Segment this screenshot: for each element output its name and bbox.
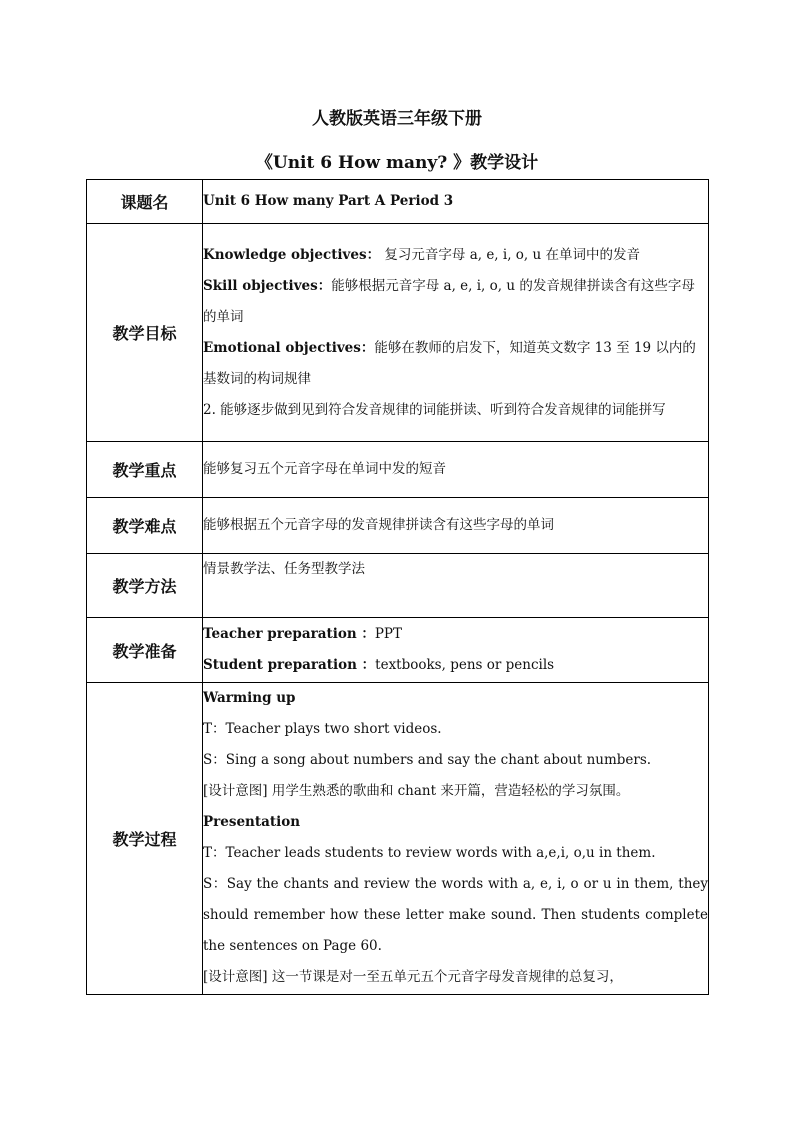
warmup-student: S：Sing a song about numbers and say the chant about numbers. bbox=[203, 752, 652, 768]
teacher-prep-text: PPT bbox=[374, 626, 403, 642]
lesson-plan-table bbox=[86, 179, 709, 995]
objective-item-2: 2. 能够逐步做到见到符合发音规律的词能拼读、听到符合发音规律的词能拼写 bbox=[203, 401, 666, 418]
table-row-subject bbox=[87, 180, 709, 224]
row-label-key-point: 教学重点 bbox=[87, 442, 203, 498]
warmup-intent: [设计意图] 用学生熟悉的歌曲和 chant 来开篇，营造轻松的学习氛围。 bbox=[203, 783, 630, 799]
skill-label: Skill objectives： bbox=[203, 277, 332, 294]
table-row-difficulty bbox=[87, 498, 709, 554]
row-label-process: 教学过程 bbox=[87, 683, 203, 995]
presentation-teacher: T：Teacher leads students to review words with a,e,i, o,u in them. bbox=[203, 845, 656, 861]
table-row-key-point bbox=[87, 442, 709, 498]
emotional-text: 能够在教师的启发下，知道英文数字 13 至 19 以内的基数词的构词规律 bbox=[203, 339, 696, 387]
presentation-student: S：Say the chants and review the words with a, e, i, o or u in them, they should remember how these letter make sound. Then students complete the sentences on Page 60. bbox=[203, 876, 708, 954]
presentation-intent: [设计意图] 这一节课是对一至五单元五个元音字母发音规律的总复习， bbox=[203, 969, 623, 985]
row-label-difficulty: 教学难点 bbox=[87, 498, 203, 554]
document-title: 人教版英语三年级下册 bbox=[312, 109, 482, 129]
emotional-label: Emotional objectives： bbox=[203, 339, 375, 356]
knowledge-objective bbox=[203, 240, 708, 271]
document-subtitle: 《Unit 6 How many? 》教学设计 bbox=[255, 153, 539, 173]
difficulty-value: 能够根据五个元音字母的发音规律拼读含有这些字母的单词 bbox=[203, 498, 709, 554]
knowledge-label: Knowledge objectives： bbox=[203, 246, 381, 263]
table-row-process bbox=[87, 683, 709, 995]
skill-objective bbox=[203, 271, 708, 333]
student-prep-label: Student preparation ： bbox=[203, 657, 376, 673]
student-preparation bbox=[203, 650, 708, 681]
skill-text: 能够根据元音字母 a, e, i, o, u 的发音规律拼读含有这些字母的单词 bbox=[203, 277, 695, 325]
warmup-teacher: T：Teacher plays two short videos. bbox=[203, 721, 442, 737]
row-label-objectives: 教学目标 bbox=[87, 224, 203, 442]
table-row-method bbox=[87, 554, 709, 618]
row-label-subject: 课题名 bbox=[87, 180, 203, 224]
table-row-objectives bbox=[87, 224, 709, 442]
process-content bbox=[203, 683, 709, 995]
subject-value: Unit 6 How many Part A Period 3 bbox=[203, 180, 709, 224]
objectives-content bbox=[203, 224, 709, 442]
row-label-preparation: 教学准备 bbox=[87, 618, 203, 683]
student-prep-text: textbooks, pens or pencils bbox=[375, 657, 555, 673]
row-label-method: 教学方法 bbox=[87, 554, 203, 618]
key-point-value: 能够复习五个元音字母在单词中发的短音 bbox=[203, 442, 709, 498]
teacher-prep-label: Teacher preparation ： bbox=[203, 626, 375, 642]
method-value: 情景教学法、任务型教学法 bbox=[203, 554, 709, 618]
warmup-heading: Warming up bbox=[203, 690, 296, 706]
presentation-heading: Presentation bbox=[203, 814, 301, 830]
knowledge-text: 复习元音字母 a, e, i, o, u 在单词中的发音 bbox=[380, 246, 640, 263]
teacher-preparation bbox=[203, 619, 708, 650]
table-row-preparation bbox=[87, 618, 709, 683]
preparation-content bbox=[203, 618, 709, 683]
emotional-objective bbox=[203, 333, 708, 395]
